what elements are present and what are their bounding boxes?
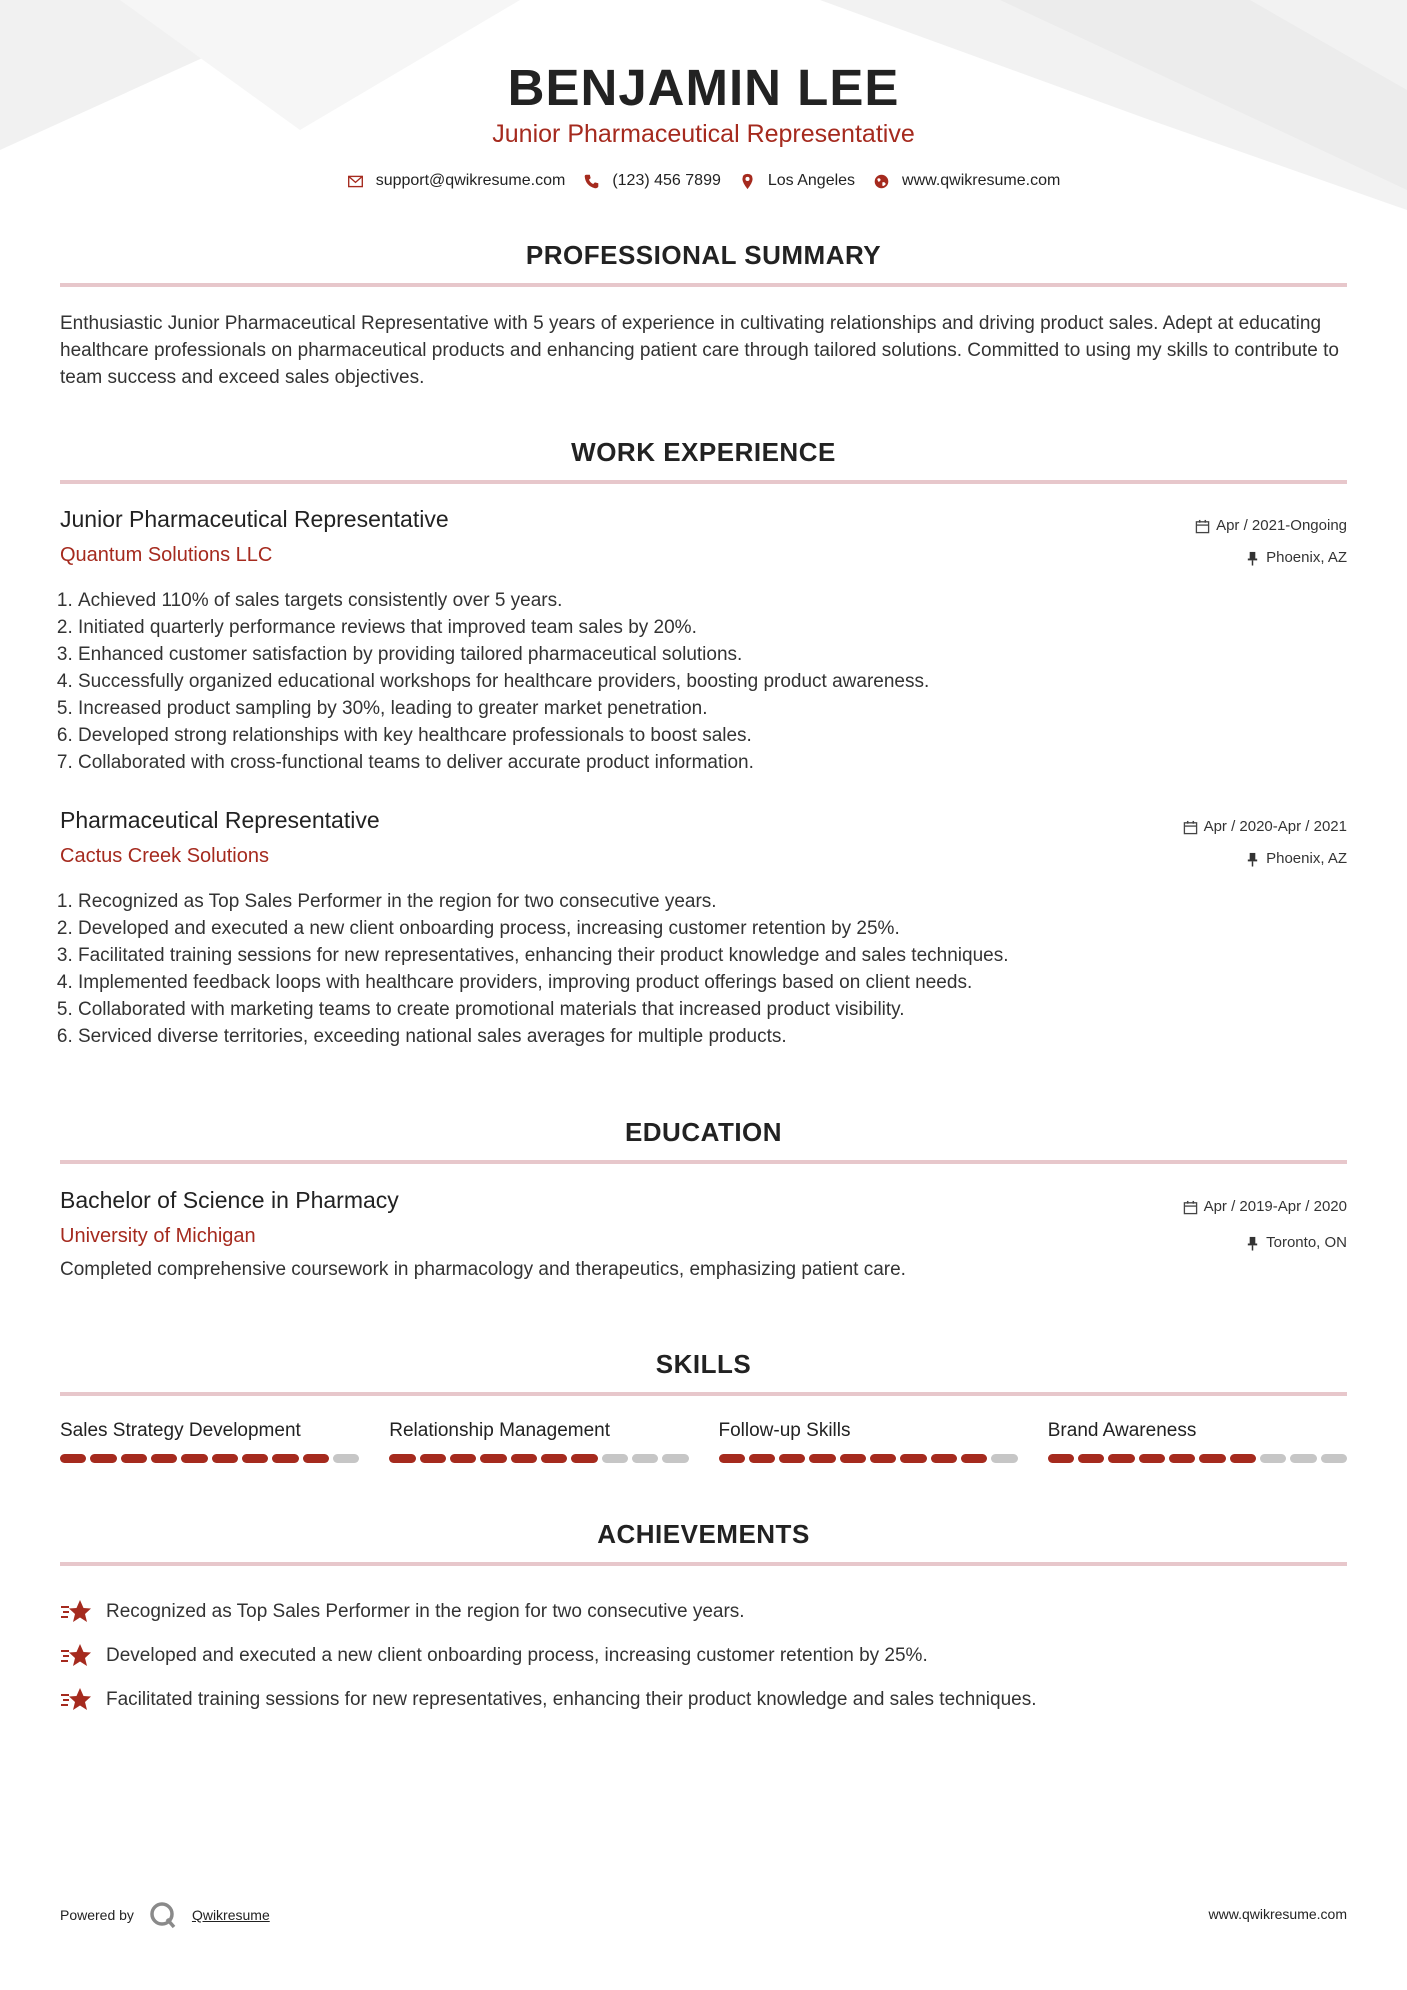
star-icon bbox=[60, 1598, 92, 1626]
achievement-item bbox=[60, 1678, 1347, 1722]
list-item: 7. Collaborated with cross-functional teams to deliver accurate product information. bbox=[78, 749, 1347, 776]
achievement-text: Facilitated training sessions for new representatives, enhancing their product knowledge and sales techniques. bbox=[106, 1689, 1037, 1710]
list-item: 4. Implemented feedback loops with healthcare providers, improving product offerings based on client needs. bbox=[78, 969, 1347, 996]
skill-segment-filled bbox=[1169, 1454, 1195, 1463]
skill-segment-filled bbox=[719, 1454, 745, 1463]
skill-segment-filled bbox=[151, 1454, 177, 1463]
skill-segment-empty bbox=[991, 1454, 1017, 1463]
skill-segment-empty bbox=[632, 1454, 658, 1463]
skill-name: Sales Strategy Development bbox=[60, 1420, 301, 1441]
list-item: 3. Facilitated training sessions for new representatives, enhancing their product knowledge and sales techniques. bbox=[78, 942, 1347, 969]
skill-segment-filled bbox=[181, 1454, 207, 1463]
phone-icon bbox=[583, 173, 600, 190]
education-location-text: Toronto, ON bbox=[1266, 1234, 1347, 1251]
skill-segment-filled bbox=[389, 1454, 415, 1463]
skill-segment-filled bbox=[121, 1454, 147, 1463]
skill-segment-empty bbox=[1321, 1454, 1347, 1463]
skill-item bbox=[719, 1420, 1018, 1463]
footer-brand-link[interactable]: Qwikresume bbox=[191, 1907, 270, 1923]
job-location bbox=[1195, 542, 1347, 574]
skill-item bbox=[389, 1420, 688, 1463]
list-item: 2. Initiated quarterly performance reviews that improved team sales by 20%. bbox=[78, 614, 1347, 641]
job-title: Pharmaceutical Representative bbox=[60, 807, 380, 833]
skill-segment-filled bbox=[242, 1454, 268, 1463]
skill-segment-empty bbox=[1290, 1454, 1316, 1463]
section-heading-education: EDUCATION bbox=[624, 1117, 783, 1147]
education-dates bbox=[1183, 1191, 1347, 1223]
education-location bbox=[1183, 1227, 1347, 1259]
section-heading-achievements: ACHIEVEMENTS bbox=[597, 1519, 810, 1549]
skill-segment-empty bbox=[662, 1454, 688, 1463]
envelope-icon bbox=[347, 173, 364, 190]
section-heading-experience: WORK EXPERIENCE bbox=[571, 437, 836, 467]
skill-segment-filled bbox=[420, 1454, 446, 1463]
section-heading-skills: SKILLS bbox=[655, 1349, 752, 1379]
job-entry-1 bbox=[60, 506, 1347, 567]
list-item: 5. Increased product sampling by 30%, leading to greater market penetration. bbox=[78, 695, 1347, 722]
skill-segment-filled bbox=[870, 1454, 896, 1463]
calendar-icon bbox=[1195, 519, 1210, 534]
achievement-item bbox=[60, 1590, 1347, 1634]
star-icon bbox=[60, 1642, 92, 1670]
skill-rating-bar bbox=[1048, 1454, 1347, 1463]
skill-segment-filled bbox=[749, 1454, 775, 1463]
contact-location bbox=[739, 172, 855, 190]
job-dates bbox=[1195, 510, 1347, 542]
skill-rating-bar bbox=[389, 1454, 688, 1463]
contact-website[interactable] bbox=[873, 172, 1060, 190]
education-degree: Bachelor of Science in Pharmacy bbox=[60, 1187, 399, 1213]
education-meta bbox=[1183, 1191, 1347, 1259]
list-item: 6. Serviced diverse territories, exceeding national sales averages for multiple products. bbox=[78, 1023, 1347, 1050]
skill-item bbox=[60, 1420, 359, 1463]
skills-list bbox=[60, 1420, 1347, 1463]
footer-powered-label: Powered by bbox=[60, 1907, 134, 1923]
job-1-bullets bbox=[60, 587, 1347, 776]
list-item: 1. Recognized as Top Sales Performer in the region for two consecutive years. bbox=[78, 888, 1347, 915]
section-divider bbox=[60, 1562, 1347, 1566]
skill-item bbox=[1048, 1420, 1347, 1463]
job-dates-text: Apr / 2020-Apr / 2021 bbox=[1203, 818, 1347, 835]
qwikresume-logo-icon bbox=[148, 1900, 178, 1930]
skill-segment-empty bbox=[602, 1454, 628, 1463]
skill-segment-filled bbox=[450, 1454, 476, 1463]
skill-segment-filled bbox=[212, 1454, 238, 1463]
skill-rating-bar bbox=[719, 1454, 1018, 1463]
education-school: University of Michigan bbox=[60, 1225, 256, 1247]
skill-segment-filled bbox=[541, 1454, 567, 1463]
job-2-bullets bbox=[60, 888, 1347, 1050]
education-dates-text: Apr / 2019-Apr / 2020 bbox=[1203, 1198, 1347, 1215]
section-divider bbox=[60, 1160, 1347, 1164]
list-item: 5. Collaborated with marketing teams to create promotional materials that increased product visibility. bbox=[78, 996, 1347, 1023]
contact-bar bbox=[0, 172, 1407, 190]
skill-segment-filled bbox=[1078, 1454, 1104, 1463]
list-item: 2. Developed and executed a new client onboarding process, increasing customer retention by 25%. bbox=[78, 915, 1347, 942]
calendar-icon bbox=[1183, 820, 1198, 835]
job-company: Quantum Solutions LLC bbox=[60, 544, 273, 566]
job-location bbox=[1183, 843, 1347, 875]
candidate-title: Junior Pharmaceutical Representative bbox=[492, 120, 915, 148]
job-company: Cactus Creek Solutions bbox=[60, 845, 269, 867]
job-location-text: Phoenix, AZ bbox=[1266, 549, 1347, 566]
skill-segment-filled bbox=[571, 1454, 597, 1463]
skill-segment-filled bbox=[900, 1454, 926, 1463]
section-divider bbox=[60, 283, 1347, 287]
footer-url[interactable]: www.qwikresume.com bbox=[1208, 1906, 1347, 1922]
footer-powered-by bbox=[60, 1900, 270, 1930]
education-entry bbox=[60, 1187, 1347, 1281]
contact-website-text: www.qwikresume.com bbox=[902, 172, 1061, 189]
skill-segment-filled bbox=[1139, 1454, 1165, 1463]
contact-phone[interactable] bbox=[583, 172, 721, 190]
skill-segment-empty bbox=[1260, 1454, 1286, 1463]
contact-email[interactable] bbox=[347, 172, 566, 190]
job-title: Junior Pharmaceutical Representative bbox=[60, 506, 449, 532]
skill-segment-filled bbox=[511, 1454, 537, 1463]
achievement-text: Developed and executed a new client onboarding process, increasing customer retention by 25%. bbox=[106, 1645, 928, 1666]
skill-segment-filled bbox=[961, 1454, 987, 1463]
skill-rating-bar bbox=[60, 1454, 359, 1463]
skill-segment-filled bbox=[840, 1454, 866, 1463]
education-description: Completed comprehensive coursework in pharmacology and therapeutics, emphasizing patient care. bbox=[60, 1259, 906, 1280]
map-marker-icon bbox=[739, 173, 756, 190]
skill-segment-filled bbox=[1048, 1454, 1074, 1463]
job-meta bbox=[1183, 811, 1347, 875]
job-dates bbox=[1183, 811, 1347, 843]
skill-segment-filled bbox=[303, 1454, 329, 1463]
skill-segment-filled bbox=[931, 1454, 957, 1463]
candidate-name: BENJAMIN LEE bbox=[507, 59, 900, 116]
list-item: 6. Developed strong relationships with key healthcare professionals to boost sales. bbox=[78, 722, 1347, 749]
pin-icon bbox=[1245, 852, 1260, 867]
skill-name: Brand Awareness bbox=[1047, 1420, 1197, 1441]
list-item: 1. Achieved 110% of sales targets consistently over 5 years. bbox=[78, 587, 1347, 614]
list-item: 4. Successfully organized educational workshops for healthcare providers, boosting product awareness. bbox=[78, 668, 1347, 695]
list-item: 3. Enhanced customer satisfaction by providing tailored pharmaceutical solutions. bbox=[78, 641, 1347, 668]
skill-segment-filled bbox=[60, 1454, 86, 1463]
skill-name: Relationship Management bbox=[389, 1420, 610, 1441]
contact-phone-text: (123) 456 7899 bbox=[612, 172, 721, 189]
skill-segment-filled bbox=[1108, 1454, 1134, 1463]
job-meta bbox=[1195, 510, 1347, 574]
achievement-text: Recognized as Top Sales Performer in the region for two consecutive years. bbox=[106, 1601, 745, 1622]
pin-icon bbox=[1245, 1236, 1260, 1251]
section-heading-summary: PROFESSIONAL SUMMARY bbox=[525, 240, 882, 270]
achievements-list bbox=[60, 1590, 1347, 1722]
globe-icon bbox=[873, 173, 890, 190]
job-entry-2 bbox=[60, 807, 1347, 868]
job-location-text: Phoenix, AZ bbox=[1266, 850, 1347, 867]
section-divider bbox=[60, 1392, 1347, 1396]
star-icon bbox=[60, 1686, 92, 1714]
contact-email-text: support@qwikresume.com bbox=[375, 172, 566, 189]
skill-segment-filled bbox=[1199, 1454, 1225, 1463]
skill-segment-filled bbox=[272, 1454, 298, 1463]
summary-text: Enthusiastic Junior Pharmaceutical Representative with 5 years of experience in cultivating relationships and driving product sales. Adept at educating healthcare professionals on pharmaceutical products and enhancing patient care through tailored solutions. Committed to using my skills to contribute to team success and exceed sales objectives. bbox=[60, 313, 1339, 388]
achievement-item bbox=[60, 1634, 1347, 1678]
skill-segment-filled bbox=[90, 1454, 116, 1463]
section-divider bbox=[60, 480, 1347, 484]
skill-segment-empty bbox=[333, 1454, 359, 1463]
skill-segment-filled bbox=[480, 1454, 506, 1463]
contact-location-text: Los Angeles bbox=[767, 172, 856, 189]
skill-segment-filled bbox=[1230, 1454, 1256, 1463]
skill-segment-filled bbox=[809, 1454, 835, 1463]
skill-name: Follow-up Skills bbox=[718, 1420, 851, 1441]
job-dates-text: Apr / 2021-Ongoing bbox=[1216, 517, 1347, 534]
skill-segment-filled bbox=[779, 1454, 805, 1463]
pin-icon bbox=[1245, 551, 1260, 566]
calendar-icon bbox=[1183, 1200, 1198, 1215]
